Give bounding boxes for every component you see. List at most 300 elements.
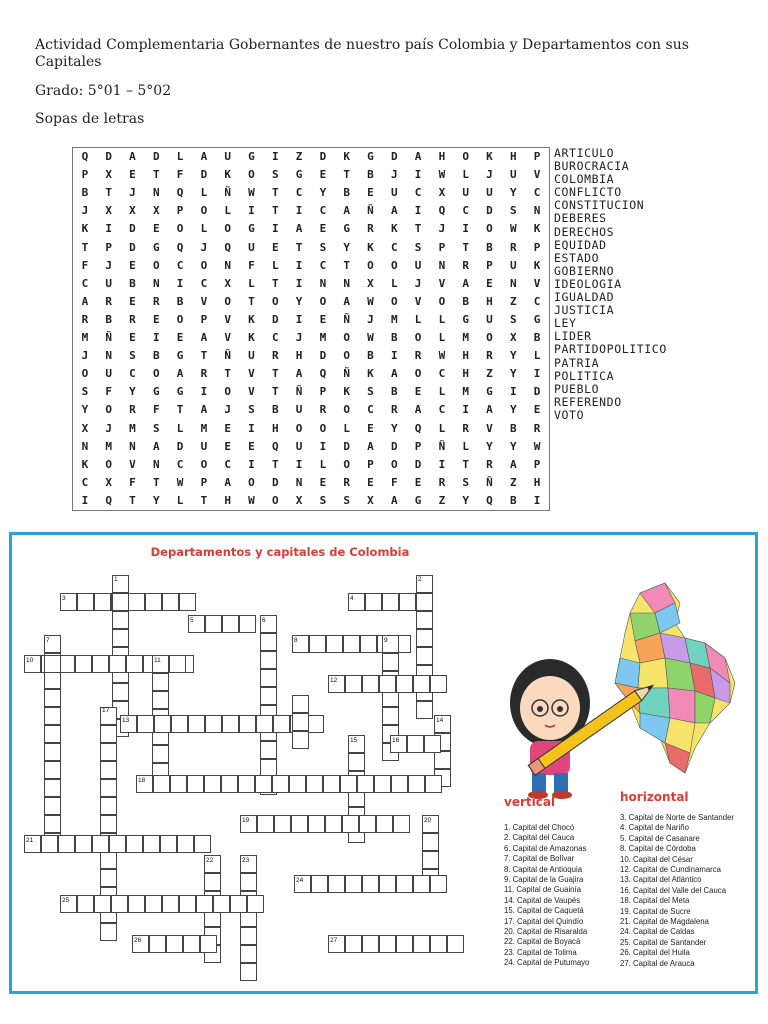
- crossword-square[interactable]: [194, 835, 211, 853]
- crossword-square[interactable]: [205, 615, 222, 633]
- letter-cell[interactable]: K: [81, 222, 89, 236]
- crossword-square[interactable]: [94, 895, 111, 913]
- crossword-square[interactable]: [187, 775, 204, 793]
- letter-cell[interactable]: F: [248, 258, 255, 272]
- crossword-square[interactable]: [340, 775, 357, 793]
- letter-cell[interactable]: Q: [81, 150, 89, 163]
- letter-cell[interactable]: O: [200, 457, 208, 471]
- crossword-square[interactable]: [154, 715, 171, 733]
- crossword-square[interactable]: [188, 715, 205, 733]
- letter-cell[interactable]: I: [105, 222, 112, 236]
- crossword-square[interactable]: [112, 629, 129, 647]
- letter-cell[interactable]: O: [105, 457, 112, 471]
- letter-cell[interactable]: J: [438, 222, 446, 236]
- letter-cell[interactable]: W: [438, 349, 446, 363]
- letter-cell[interactable]: K: [486, 150, 493, 163]
- letter-cell[interactable]: P: [533, 457, 541, 471]
- letter-cell[interactable]: E: [129, 168, 136, 182]
- crossword-square[interactable]: [44, 761, 61, 779]
- letter-cell[interactable]: O: [319, 294, 327, 308]
- letter-cell[interactable]: V: [224, 312, 231, 326]
- letter-cell[interactable]: S: [248, 403, 255, 417]
- letter-cell[interactable]: I: [248, 421, 255, 435]
- crossword-square[interactable]: [44, 655, 61, 673]
- letter-cell[interactable]: J: [200, 240, 208, 254]
- letter-cell[interactable]: T: [105, 186, 112, 200]
- crossword-square[interactable]: [162, 895, 179, 913]
- letter-cell[interactable]: D: [129, 222, 136, 236]
- letter-cell[interactable]: N: [295, 475, 303, 489]
- letter-cell[interactable]: T: [414, 222, 422, 236]
- crossword-square[interactable]: [240, 873, 257, 891]
- letter-cell[interactable]: Z: [295, 150, 303, 163]
- letter-cell[interactable]: F: [152, 403, 160, 417]
- letter-cell[interactable]: Q: [224, 240, 231, 254]
- letter-cell[interactable]: A: [390, 493, 398, 507]
- letter-cell[interactable]: O: [271, 493, 279, 507]
- letter-cell[interactable]: T: [295, 240, 303, 254]
- letter-cell[interactable]: V: [129, 457, 136, 471]
- crossword-square[interactable]: [77, 895, 94, 913]
- letter-cell[interactable]: O: [414, 367, 422, 381]
- letter-cell[interactable]: W: [176, 475, 184, 489]
- crossword-square[interactable]: [399, 593, 416, 611]
- letter-cell[interactable]: X: [152, 204, 160, 218]
- crossword-square[interactable]: [205, 715, 222, 733]
- letter-cell[interactable]: E: [152, 222, 160, 236]
- letter-cell[interactable]: A: [367, 439, 374, 453]
- crossword-square[interactable]: [92, 835, 109, 853]
- letter-cell[interactable]: Y: [509, 186, 517, 200]
- crossword-square[interactable]: [44, 797, 61, 815]
- crossword-square[interactable]: [75, 655, 92, 673]
- crossword-square[interactable]: [260, 741, 277, 759]
- letter-cell[interactable]: R: [462, 258, 469, 272]
- letter-cell[interactable]: M: [462, 331, 469, 344]
- crossword-square[interactable]: [143, 835, 160, 853]
- letter-cell[interactable]: M: [462, 385, 469, 399]
- crossword-square[interactable]: [391, 775, 408, 793]
- crossword-square[interactable]: [292, 713, 309, 731]
- letter-cell[interactable]: S: [319, 493, 327, 507]
- letter-cell[interactable]: O: [248, 475, 255, 489]
- letter-cell[interactable]: X: [129, 204, 136, 218]
- crossword-square[interactable]: [100, 815, 117, 833]
- letter-cell[interactable]: O: [176, 312, 184, 326]
- crossword-square[interactable]: [177, 835, 194, 853]
- letter-cell[interactable]: W: [367, 331, 374, 344]
- letter-cell[interactable]: Y: [462, 493, 469, 507]
- letter-cell[interactable]: S: [319, 240, 327, 254]
- letter-cell[interactable]: L: [462, 439, 469, 453]
- letter-cell[interactable]: N: [533, 204, 541, 218]
- letter-cell[interactable]: I: [438, 457, 446, 471]
- letter-cell[interactable]: A: [462, 276, 469, 290]
- letter-cell[interactable]: J: [129, 186, 136, 200]
- letter-cell[interactable]: Z: [509, 294, 517, 308]
- letter-cell[interactable]: G: [367, 150, 374, 163]
- letter-cell[interactable]: E: [271, 240, 279, 254]
- letter-cell[interactable]: U: [295, 439, 303, 453]
- letter-cell[interactable]: D: [319, 349, 327, 363]
- letter-cell[interactable]: U: [200, 439, 208, 453]
- crossword-square[interactable]: [75, 835, 92, 853]
- letter-cell[interactable]: Ñ: [486, 475, 493, 489]
- crossword-square[interactable]: [100, 869, 117, 887]
- letter-cell[interactable]: A: [414, 150, 422, 163]
- crossword-square[interactable]: [145, 895, 162, 913]
- crossword-square[interactable]: [112, 683, 129, 701]
- letter-cell[interactable]: T: [271, 276, 279, 290]
- letter-cell[interactable]: A: [152, 439, 160, 453]
- letter-cell[interactable]: I: [295, 258, 303, 272]
- letter-cell[interactable]: E: [224, 439, 231, 453]
- crossword-square[interactable]: [345, 675, 362, 693]
- letter-cell[interactable]: P: [200, 312, 208, 326]
- letter-cell[interactable]: F: [105, 385, 112, 399]
- letter-cell[interactable]: X: [367, 276, 374, 290]
- letter-cell[interactable]: T: [176, 403, 184, 417]
- letter-cell[interactable]: O: [319, 421, 327, 435]
- letter-cell[interactable]: B: [509, 493, 517, 507]
- crossword-square[interactable]: [274, 815, 291, 833]
- crossword-square[interactable]: [260, 633, 277, 651]
- crossword-square[interactable]: [152, 673, 169, 691]
- letter-cell[interactable]: H: [295, 349, 303, 363]
- letter-cell[interactable]: Y: [509, 367, 517, 381]
- crossword-square[interactable]: [289, 775, 306, 793]
- crossword-square[interactable]: [200, 935, 217, 953]
- crossword-square[interactable]: [196, 895, 213, 913]
- crossword-square[interactable]: [326, 635, 343, 653]
- letter-cell[interactable]: X: [105, 204, 112, 218]
- crossword-square[interactable]: [109, 655, 126, 673]
- letter-cell[interactable]: V: [533, 276, 541, 290]
- crossword-square[interactable]: [94, 593, 111, 611]
- letter-cell[interactable]: E: [319, 475, 327, 489]
- letter-cell[interactable]: Q: [176, 240, 184, 254]
- letter-cell[interactable]: U: [248, 240, 255, 254]
- letter-cell[interactable]: E: [367, 186, 374, 200]
- letter-cell[interactable]: C: [462, 204, 469, 218]
- letter-cell[interactable]: T: [271, 367, 279, 381]
- letter-cell[interactable]: G: [486, 385, 493, 399]
- letter-cell[interactable]: D: [105, 150, 112, 163]
- letter-cell[interactable]: X: [105, 168, 112, 182]
- letter-cell[interactable]: G: [248, 150, 255, 163]
- letter-cell[interactable]: Y: [343, 240, 350, 254]
- letter-cell[interactable]: Y: [81, 403, 89, 417]
- letter-cell[interactable]: B: [486, 240, 493, 254]
- crossword-square[interactable]: [44, 815, 61, 833]
- crossword-square[interactable]: [407, 735, 424, 753]
- letter-cell[interactable]: S: [367, 385, 374, 399]
- letter-cell[interactable]: D: [271, 475, 279, 489]
- crossword-square[interactable]: [153, 775, 170, 793]
- letter-cell[interactable]: J: [486, 168, 493, 182]
- letter-cell[interactable]: L: [438, 385, 446, 399]
- letter-cell[interactable]: C: [295, 186, 303, 200]
- crossword-square[interactable]: [382, 593, 399, 611]
- letter-cell[interactable]: U: [486, 186, 493, 200]
- crossword-square[interactable]: [260, 669, 277, 687]
- letter-cell[interactable]: T: [343, 168, 350, 182]
- letter-cell[interactable]: E: [319, 312, 327, 326]
- letter-cell[interactable]: P: [533, 240, 541, 254]
- letter-cell[interactable]: D: [200, 168, 208, 182]
- crossword-square[interactable]: [44, 689, 61, 707]
- letter-cell[interactable]: A: [295, 367, 303, 381]
- crossword-square[interactable]: [240, 945, 257, 963]
- letter-cell[interactable]: N: [81, 439, 89, 453]
- letter-cell[interactable]: T: [271, 457, 279, 471]
- letter-cell[interactable]: W: [438, 168, 446, 182]
- letter-cell[interactable]: D: [176, 439, 184, 453]
- letter-cell[interactable]: G: [152, 385, 160, 399]
- letter-cell[interactable]: O: [390, 258, 398, 272]
- letter-cell[interactable]: O: [343, 403, 350, 417]
- letter-cell[interactable]: Z: [486, 367, 493, 381]
- letter-cell[interactable]: T: [271, 186, 279, 200]
- crossword-square[interactable]: [204, 775, 221, 793]
- letter-cell[interactable]: L: [248, 276, 255, 290]
- letter-cell[interactable]: O: [343, 457, 350, 471]
- crossword-square[interactable]: [100, 761, 117, 779]
- letter-cell[interactable]: O: [152, 367, 160, 381]
- crossword-square[interactable]: [434, 751, 451, 769]
- letter-cell[interactable]: B: [343, 186, 350, 200]
- crossword-square[interactable]: [292, 695, 309, 713]
- letter-cell[interactable]: Q: [486, 493, 493, 507]
- letter-cell[interactable]: C: [200, 276, 208, 290]
- crossword-square[interactable]: [328, 875, 345, 893]
- crossword-square[interactable]: [362, 875, 379, 893]
- letter-cell[interactable]: T: [81, 240, 89, 254]
- letter-cell[interactable]: M: [129, 421, 136, 435]
- letter-cell[interactable]: X: [438, 186, 446, 200]
- letter-cell[interactable]: O: [176, 222, 184, 236]
- letter-cell[interactable]: V: [438, 276, 446, 290]
- crossword-square[interactable]: [323, 775, 340, 793]
- letter-cell[interactable]: R: [152, 294, 160, 308]
- letter-cell[interactable]: T: [271, 385, 279, 399]
- letter-cell[interactable]: I: [271, 150, 279, 163]
- crossword-square[interactable]: [126, 655, 143, 673]
- letter-cell[interactable]: G: [343, 222, 350, 236]
- letter-cell[interactable]: H: [462, 349, 469, 363]
- letter-cell[interactable]: Y: [319, 186, 327, 200]
- letter-cell[interactable]: G: [462, 312, 469, 326]
- letter-cell[interactable]: A: [414, 403, 422, 417]
- crossword-square[interactable]: [396, 875, 413, 893]
- letter-cell[interactable]: P: [176, 204, 184, 218]
- letter-cell[interactable]: P: [486, 258, 493, 272]
- crossword-square[interactable]: [44, 725, 61, 743]
- crossword-square[interactable]: [152, 745, 169, 763]
- letter-cell[interactable]: G: [295, 168, 303, 182]
- letter-cell[interactable]: X: [509, 331, 517, 344]
- letter-cell[interactable]: A: [343, 294, 350, 308]
- letter-cell[interactable]: J: [295, 331, 303, 344]
- letter-cell[interactable]: A: [390, 367, 398, 381]
- letter-cell[interactable]: P: [367, 457, 374, 471]
- letter-cell[interactable]: I: [462, 403, 469, 417]
- crossword-square[interactable]: [306, 775, 323, 793]
- letter-cell[interactable]: S: [462, 475, 469, 489]
- letter-cell[interactable]: M: [81, 331, 89, 344]
- crossword-square[interactable]: [425, 775, 442, 793]
- crossword-square[interactable]: [58, 835, 75, 853]
- letter-cell[interactable]: D: [486, 204, 493, 218]
- letter-cell[interactable]: A: [390, 204, 398, 218]
- letter-cell[interactable]: I: [462, 222, 469, 236]
- crossword-square[interactable]: [128, 895, 145, 913]
- letter-cell[interactable]: S: [509, 204, 517, 218]
- letter-cell[interactable]: R: [390, 403, 398, 417]
- crossword-square[interactable]: [365, 593, 382, 611]
- letter-cell[interactable]: P: [81, 168, 89, 182]
- letter-cell[interactable]: U: [390, 186, 398, 200]
- letter-cell[interactable]: A: [200, 403, 208, 417]
- letter-cell[interactable]: C: [129, 367, 136, 381]
- letter-cell[interactable]: U: [509, 168, 517, 182]
- letter-cell[interactable]: H: [438, 150, 446, 163]
- letter-cell[interactable]: O: [295, 421, 303, 435]
- letter-cell[interactable]: K: [367, 367, 374, 381]
- crossword-square[interactable]: [292, 731, 309, 749]
- letter-cell[interactable]: S: [271, 168, 279, 182]
- crossword-square[interactable]: [179, 593, 196, 611]
- crossword-square[interactable]: [413, 675, 430, 693]
- crossword-square[interactable]: [430, 875, 447, 893]
- crossword-square[interactable]: [359, 815, 376, 833]
- letter-cell[interactable]: Ñ: [343, 312, 350, 326]
- crossword-square[interactable]: [430, 675, 447, 693]
- letter-cell[interactable]: V: [248, 367, 255, 381]
- letter-cell[interactable]: Z: [509, 475, 517, 489]
- letter-cell[interactable]: I: [176, 276, 184, 290]
- letter-cell[interactable]: E: [414, 385, 422, 399]
- letter-cell[interactable]: I: [533, 367, 541, 381]
- crossword-square[interactable]: [183, 935, 200, 953]
- crossword-square[interactable]: [44, 707, 61, 725]
- crossword-square[interactable]: [112, 593, 129, 611]
- letter-cell[interactable]: P: [105, 240, 112, 254]
- letter-cell[interactable]: K: [533, 222, 541, 236]
- letter-cell[interactable]: S: [129, 349, 136, 363]
- letter-cell[interactable]: U: [105, 367, 112, 381]
- letter-cell[interactable]: Y: [390, 421, 398, 435]
- letter-cell[interactable]: A: [200, 150, 208, 163]
- crossword-square[interactable]: [360, 635, 377, 653]
- letter-cell[interactable]: N: [129, 439, 136, 453]
- letter-cell[interactable]: Ñ: [295, 385, 303, 399]
- letter-cell[interactable]: B: [367, 168, 374, 182]
- letter-cell[interactable]: Ñ: [224, 349, 231, 363]
- letter-cell[interactable]: J: [81, 204, 89, 218]
- letter-cell[interactable]: K: [390, 222, 398, 236]
- letter-cell[interactable]: J: [367, 312, 374, 326]
- letter-cell[interactable]: D: [343, 439, 350, 453]
- crossword-square[interactable]: [162, 593, 179, 611]
- letter-cell[interactable]: L: [200, 222, 208, 236]
- letter-cell[interactable]: W: [248, 493, 255, 507]
- letter-cell[interactable]: I: [295, 204, 303, 218]
- letter-cell[interactable]: W: [367, 294, 374, 308]
- crossword-square[interactable]: [416, 629, 433, 647]
- letter-cell[interactable]: R: [129, 312, 136, 326]
- letter-cell[interactable]: S: [509, 312, 517, 326]
- letter-cell[interactable]: R: [319, 403, 327, 417]
- letter-cell[interactable]: K: [224, 168, 231, 182]
- crossword-square[interactable]: [44, 779, 61, 797]
- letter-cell[interactable]: P: [200, 475, 208, 489]
- crossword-square[interactable]: [100, 797, 117, 815]
- letter-cell[interactable]: V: [533, 168, 541, 182]
- letter-cell[interactable]: I: [295, 276, 303, 290]
- crossword-square[interactable]: [348, 753, 365, 771]
- letter-cell[interactable]: P: [533, 150, 541, 163]
- crossword-square[interactable]: [447, 935, 464, 953]
- letter-cell[interactable]: E: [319, 168, 327, 182]
- letter-cell[interactable]: P: [414, 439, 422, 453]
- letter-cell[interactable]: O: [390, 457, 398, 471]
- crossword-square[interactable]: [221, 775, 238, 793]
- letter-cell[interactable]: E: [533, 403, 541, 417]
- crossword-square[interactable]: [379, 935, 396, 953]
- letter-cell[interactable]: J: [414, 276, 422, 290]
- letter-cell[interactable]: B: [462, 294, 469, 308]
- letter-cell[interactable]: S: [343, 493, 350, 507]
- crossword-square[interactable]: [239, 615, 256, 633]
- letter-cell[interactable]: K: [248, 331, 255, 344]
- letter-cell[interactable]: Q: [414, 421, 422, 435]
- letter-cell[interactable]: O: [271, 294, 279, 308]
- letter-cell[interactable]: E: [152, 312, 160, 326]
- letter-cell[interactable]: Y: [295, 294, 303, 308]
- letter-cell[interactable]: R: [343, 475, 350, 489]
- crossword-square[interactable]: [309, 635, 326, 653]
- letter-cell[interactable]: N: [319, 276, 327, 290]
- crossword-square[interactable]: [100, 779, 117, 797]
- letter-cell[interactable]: L: [176, 421, 184, 435]
- letter-cell[interactable]: T: [248, 294, 255, 308]
- letter-cell[interactable]: Y: [509, 439, 517, 453]
- crossword-square[interactable]: [362, 935, 379, 953]
- letter-cell[interactable]: M: [390, 312, 398, 326]
- crossword-square[interactable]: [416, 647, 433, 665]
- crossword-square[interactable]: [260, 651, 277, 669]
- crossword-square[interactable]: [145, 593, 162, 611]
- letter-cell[interactable]: O: [105, 403, 112, 417]
- letter-cell[interactable]: F: [129, 475, 136, 489]
- letter-cell[interactable]: Z: [438, 493, 446, 507]
- letter-cell[interactable]: L: [176, 493, 184, 507]
- letter-cell[interactable]: W: [509, 222, 517, 236]
- letter-cell[interactable]: L: [462, 168, 469, 182]
- letter-cell[interactable]: B: [390, 331, 398, 344]
- letter-cell[interactable]: M: [105, 439, 112, 453]
- letter-cell[interactable]: Q: [438, 204, 446, 218]
- crossword-square[interactable]: [240, 927, 257, 945]
- letter-cell[interactable]: V: [200, 294, 208, 308]
- letter-cell[interactable]: R: [486, 457, 493, 471]
- letter-cell[interactable]: C: [390, 240, 398, 254]
- letter-cell[interactable]: L: [438, 312, 446, 326]
- letter-cell[interactable]: A: [224, 475, 231, 489]
- letter-cell[interactable]: J: [105, 421, 112, 435]
- letter-cell[interactable]: N: [105, 349, 112, 363]
